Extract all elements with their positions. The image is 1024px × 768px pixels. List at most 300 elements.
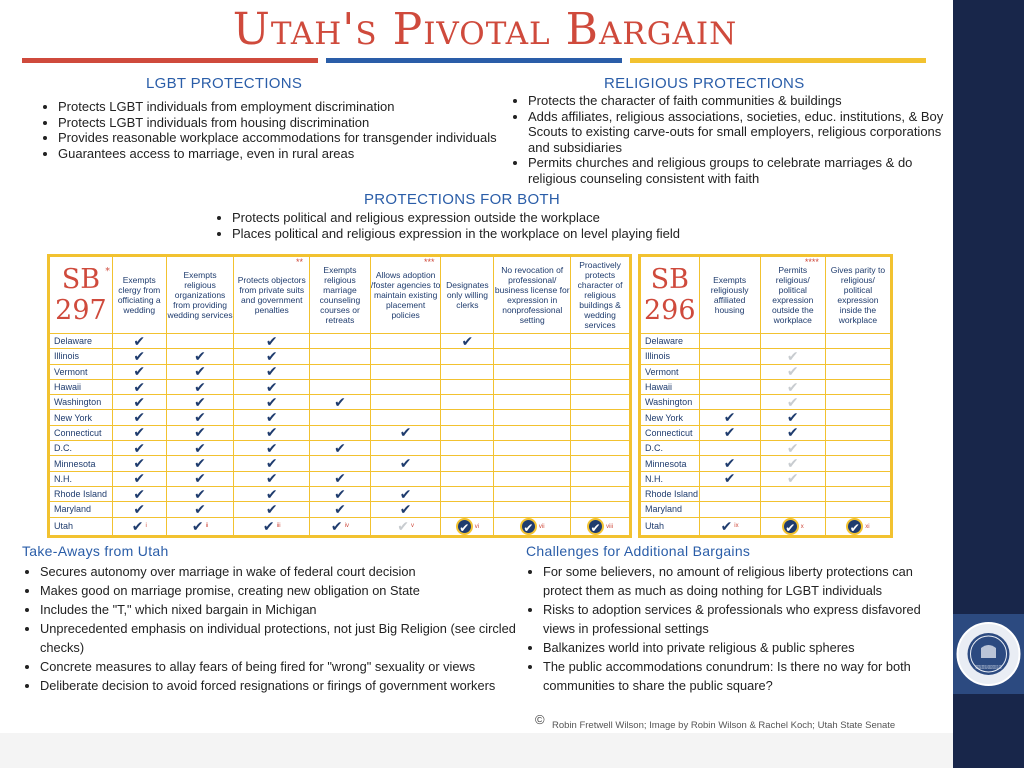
table-row <box>49 517 631 536</box>
table-cell <box>441 379 494 394</box>
check-icon: ✔ <box>265 485 278 502</box>
title-bar-gold <box>630 58 926 63</box>
sb297-label <box>49 256 113 334</box>
check-icon: ✔ <box>723 424 736 441</box>
table-row <box>640 456 892 471</box>
table-row <box>49 441 631 456</box>
footnote-mark: vi <box>474 523 480 530</box>
table-cell <box>441 334 494 349</box>
column-header-text: Permits religious/ political expression outside the workplace <box>771 265 814 325</box>
check-icon: ✔ <box>399 500 412 517</box>
table-cell <box>166 471 234 486</box>
check-icon: ✔ <box>133 409 146 426</box>
check-icon: ✔ <box>265 363 278 380</box>
challenge-item: • For some believers, no amount of religious liberty protections can protect them as much as doing nothing for LGBT individuals <box>543 562 953 600</box>
table-cell <box>494 364 571 379</box>
check-icon: ✔ <box>334 439 346 456</box>
table-cell <box>699 410 760 425</box>
table-cell <box>234 441 310 456</box>
takeaway-item: • Concrete measures to allay fears of being fired for "wrong" sexuality or views <box>40 657 530 676</box>
table-cell <box>370 517 441 536</box>
state-name: Hawaii <box>49 379 113 394</box>
table-cell <box>760 456 825 471</box>
table-cell <box>825 486 891 501</box>
table-cell <box>571 379 631 394</box>
table-cell <box>760 349 825 364</box>
table-row <box>49 471 631 486</box>
table-cell <box>699 486 760 501</box>
table-cell <box>234 410 310 425</box>
table-cell <box>825 395 891 410</box>
state-name: Washington <box>640 395 700 410</box>
table-cell <box>699 517 760 536</box>
table-cell <box>166 395 234 410</box>
both-heading: PROTECTIONS FOR BOTH <box>364 191 561 208</box>
table-cell <box>825 364 891 379</box>
table-cell <box>310 379 371 394</box>
table-cell <box>494 395 571 410</box>
table-cell <box>112 486 166 501</box>
table-cell <box>760 502 825 517</box>
table-cell <box>166 334 234 349</box>
state-name: Delaware <box>49 334 113 349</box>
table-cell <box>370 334 441 349</box>
check-icon: ✔ <box>265 347 278 364</box>
table-cell <box>760 486 825 501</box>
check-icon: ✔ <box>265 424 278 441</box>
table-cell <box>571 395 631 410</box>
table-cell <box>571 364 631 379</box>
title-bar-red <box>22 58 318 63</box>
table-cell <box>310 334 371 349</box>
check-icon: ✔ <box>786 424 799 441</box>
lgbt-item: • Protects LGBT individuals from employment discrimination <box>58 99 498 115</box>
check-icon: ✔ <box>133 439 146 456</box>
table-row <box>49 486 631 501</box>
column-header-text: Exempts religious organizations from providing wedding services <box>167 270 233 320</box>
state-name: Maryland <box>49 502 113 517</box>
sb296-column-header <box>699 256 760 334</box>
footnote-mark: iii <box>276 522 281 529</box>
lgbt-item: • Provides reasonable workplace accommodations for transgender individuals <box>58 130 498 146</box>
check-icon: ✔ <box>133 500 146 517</box>
lgbt-item: • Protects LGBT individuals from housing discrimination <box>58 115 498 131</box>
table-cell <box>825 517 891 536</box>
table-cell <box>234 425 310 440</box>
column-footnote-mark: ** <box>296 257 304 267</box>
table-cell <box>234 471 310 486</box>
table-row <box>640 379 892 394</box>
table-cell <box>699 502 760 517</box>
check-icon: ✔ <box>265 332 278 349</box>
takeaway-item: • Includes the "T," which nixed bargain in Michigan <box>40 600 530 619</box>
check-icon: ✔ <box>399 455 412 472</box>
table-header-row <box>49 256 631 334</box>
table-row <box>640 425 892 440</box>
bottom-strip <box>0 733 953 768</box>
table-cell <box>494 471 571 486</box>
table-cell <box>441 486 494 501</box>
table-cell <box>166 441 234 456</box>
check-icon: ✔ <box>194 470 206 487</box>
column-header-text: Designates only willing clerks <box>446 280 489 310</box>
check-icon: ✔ <box>194 363 206 380</box>
table-cell <box>825 425 891 440</box>
lgbt-heading: LGBT PROTECTIONS <box>146 75 303 92</box>
check-icon: ✔ <box>194 393 206 410</box>
state-name: Illinois <box>49 349 113 364</box>
both-item: • Places political and religious expression in the workplace on level playing field <box>232 226 792 242</box>
state-name: New York <box>640 410 700 425</box>
table-cell <box>310 441 371 456</box>
sb297-column-header <box>234 256 310 334</box>
lgbt-list <box>42 99 498 161</box>
state-name: Illinois <box>640 349 700 364</box>
table-cell <box>699 349 760 364</box>
both-list <box>216 210 792 241</box>
circled-check-icon: ✔ <box>846 518 863 535</box>
table-cell <box>166 410 234 425</box>
check-icon: ✔ <box>265 378 278 395</box>
table-cell <box>760 441 825 456</box>
check-icon: ✔ <box>786 378 799 395</box>
sb297-column-header <box>441 256 494 334</box>
table-cell <box>234 502 310 517</box>
table-row <box>49 395 631 410</box>
takeaways-heading: Take-Aways from Utah <box>22 543 169 559</box>
table-cell <box>760 517 825 536</box>
takeaway-item: • Makes good on marriage promise, creating new obligation on State <box>40 581 530 600</box>
table-cell <box>166 349 234 364</box>
table-cell <box>370 486 441 501</box>
challenge-item: • Risks to adoption services & professionals who express disfavored views in professional settings <box>543 600 953 638</box>
table-cell <box>760 379 825 394</box>
table-cell <box>441 410 494 425</box>
table-cell <box>370 349 441 364</box>
footnote-mark: i <box>145 522 147 529</box>
table-cell <box>166 486 234 501</box>
state-name: Minnesota <box>640 456 700 471</box>
table-row <box>640 334 892 349</box>
table-cell <box>112 410 166 425</box>
table-cell <box>494 379 571 394</box>
table-cell <box>310 471 371 486</box>
table-cell <box>494 517 571 536</box>
state-name: Utah <box>640 517 700 536</box>
table-cell <box>112 471 166 486</box>
table-cell <box>441 517 494 536</box>
takeaway-item: • Unprecedented emphasis on individual protections, not just Big Religion (see circled checks) <box>40 619 530 657</box>
takeaways-list <box>24 562 530 695</box>
check-icon: ✔ <box>194 378 206 395</box>
table-cell <box>310 410 371 425</box>
table-cell <box>112 425 166 440</box>
table-row <box>640 395 892 410</box>
table-row <box>640 486 892 501</box>
table-cell <box>112 334 166 349</box>
table-cell <box>370 471 441 486</box>
table-cell <box>760 410 825 425</box>
column-header-text: No revocation of professional/ business license for expression in nonprofessional setting <box>494 265 570 325</box>
table-cell <box>234 379 310 394</box>
column-header-text: Exempts clergy from officiating a wedding <box>117 275 161 315</box>
table-cell <box>760 334 825 349</box>
table-cell <box>760 425 825 440</box>
check-icon: ✔ <box>399 424 412 441</box>
table-cell <box>699 441 760 456</box>
check-icon: ✔ <box>133 424 146 441</box>
table-cell <box>571 471 631 486</box>
check-icon: ✔ <box>265 500 278 517</box>
table-cell <box>370 502 441 517</box>
column-header-text: Protects objectors from private suits and government penalties <box>237 275 306 315</box>
iclrs-seal-icon <box>953 614 1024 694</box>
footnote-mark: vii <box>538 523 545 530</box>
table-cell <box>112 349 166 364</box>
sb297-label-number: 297 <box>55 295 107 326</box>
table-cell <box>234 364 310 379</box>
table-cell <box>825 349 891 364</box>
challenges-list <box>527 562 953 695</box>
check-icon: ✔ <box>194 485 206 502</box>
table-cell <box>699 395 760 410</box>
table-cell <box>310 349 371 364</box>
table-cell <box>310 425 371 440</box>
table-cell <box>494 441 571 456</box>
sb297-column-header <box>166 256 234 334</box>
sb296-column-header <box>825 256 891 334</box>
table-cell <box>441 456 494 471</box>
check-icon: ✔ <box>334 485 346 502</box>
table-cell <box>571 517 631 536</box>
table-cell <box>699 379 760 394</box>
table-cell <box>571 425 631 440</box>
table-cell <box>112 456 166 471</box>
state-name: Utah <box>49 517 113 536</box>
check-icon: ✔ <box>334 470 346 487</box>
state-name: Delaware <box>640 334 700 349</box>
table-cell <box>234 486 310 501</box>
table-cell <box>760 471 825 486</box>
check-icon: ✔ <box>194 439 206 456</box>
table-cell <box>310 486 371 501</box>
table-cell <box>234 334 310 349</box>
table-cell <box>699 456 760 471</box>
check-icon: ✔ <box>723 409 736 426</box>
sb297-table <box>47 254 632 538</box>
table-cell <box>234 349 310 364</box>
table-row <box>640 471 892 486</box>
check-icon: ✔ <box>194 347 206 364</box>
lgbt-item: • Guarantees access to marriage, even in rural areas <box>58 146 498 162</box>
table-cell <box>166 425 234 440</box>
seal-panel <box>953 614 1024 694</box>
table-cell <box>571 486 631 501</box>
table-cell <box>166 379 234 394</box>
table-row <box>49 410 631 425</box>
table-cell <box>494 486 571 501</box>
check-icon: ✔ <box>786 455 799 472</box>
check-icon: ✔ <box>131 517 144 534</box>
table-cell <box>494 349 571 364</box>
table-cell <box>494 410 571 425</box>
table-cell <box>825 441 891 456</box>
column-header-text: Proactively protects character of religious buildings & wedding services <box>577 260 623 330</box>
table-cell <box>112 364 166 379</box>
sb296-column-header <box>760 256 825 334</box>
table-row <box>49 425 631 440</box>
table-cell <box>234 395 310 410</box>
religious-heading: RELIGIOUS PROTECTIONS <box>604 75 805 92</box>
table-cell <box>441 471 494 486</box>
challenge-item: • The public accommodations conundrum: Is there no way for both communities to share the public square? <box>543 657 953 695</box>
state-name: Hawaii <box>640 379 700 394</box>
table-cell <box>310 364 371 379</box>
column-footnote-mark: *** <box>423 257 435 267</box>
check-icon: ✔ <box>334 500 346 517</box>
check-icon: ✔ <box>399 485 412 502</box>
column-footnote-mark: **** <box>804 257 819 267</box>
check-icon: ✔ <box>720 517 733 534</box>
check-icon: ✔ <box>133 485 146 502</box>
table-cell <box>571 349 631 364</box>
check-icon: ✔ <box>133 378 146 395</box>
religious-list <box>512 93 964 186</box>
sb296-label <box>640 256 700 334</box>
table-cell <box>760 364 825 379</box>
sb296-table <box>638 254 893 538</box>
footnote-mark: iv <box>344 522 349 529</box>
state-name: Vermont <box>49 364 113 379</box>
state-name: Vermont <box>640 364 700 379</box>
state-name: Minnesota <box>49 456 113 471</box>
check-icon: ✔ <box>265 470 278 487</box>
table-cell <box>494 334 571 349</box>
table-cell <box>441 364 494 379</box>
table-cell <box>234 517 310 536</box>
state-name: D.C. <box>640 441 700 456</box>
table-cell <box>370 395 441 410</box>
check-icon: ✔ <box>133 363 146 380</box>
table-cell <box>112 395 166 410</box>
table-cell <box>370 425 441 440</box>
table-cell <box>494 425 571 440</box>
seal-text: INTERNATIONAL CENTER FOR LAW AND RELIGION STUDIES · ICLRS · AT BYU <box>975 664 1002 671</box>
sb297-column-header <box>310 256 371 334</box>
table-cell <box>441 349 494 364</box>
footnote-mark: ix <box>734 522 739 529</box>
sb296-label-top: SB <box>650 264 689 295</box>
check-icon: ✔ <box>786 470 799 487</box>
circled-check-icon: ✔ <box>782 518 799 535</box>
table-cell <box>112 441 166 456</box>
sb297-star-mark: * <box>105 267 110 277</box>
table-cell <box>370 441 441 456</box>
religious-item: • Protects the character of faith communities & buildings <box>528 93 964 109</box>
column-header-text: Allows adoption /foster agencies to maintain existing placement policies <box>370 270 441 320</box>
table-cell <box>825 456 891 471</box>
check-icon: ✔ <box>262 517 275 534</box>
state-name: Maryland <box>640 502 700 517</box>
table-cell <box>370 410 441 425</box>
sb297-column-header <box>112 256 166 334</box>
table-cell <box>699 425 760 440</box>
state-name: New York <box>49 410 113 425</box>
religious-item: • Adds affiliates, religious associations, societies, educ. institutions, & Boy Scouts to existing carve-outs for small employers, religious corporations and subsidiaries <box>528 109 964 156</box>
sb297-label-top: SB <box>61 264 101 295</box>
state-name: Connecticut <box>640 425 700 440</box>
check-icon: ✔ <box>397 517 409 534</box>
footnote-mark: viii <box>606 523 614 530</box>
table-cell <box>370 379 441 394</box>
table-cell <box>370 364 441 379</box>
check-icon: ✔ <box>786 363 799 380</box>
footnote-mark: xi <box>865 523 870 530</box>
state-name: Washington <box>49 395 113 410</box>
check-icon: ✔ <box>723 470 736 487</box>
table-cell <box>825 379 891 394</box>
table-cell <box>699 334 760 349</box>
table-row <box>49 379 631 394</box>
check-icon: ✔ <box>133 332 146 349</box>
table-cell <box>166 517 234 536</box>
column-header-text: Exempts religious marriage counseling courses or retreats <box>319 265 361 325</box>
table-row <box>49 502 631 517</box>
check-icon: ✔ <box>330 517 343 534</box>
copyright-icon: © <box>535 712 545 727</box>
state-name: Rhode Island <box>49 486 113 501</box>
table-cell <box>441 395 494 410</box>
sb296-label-number: 296 <box>643 295 696 326</box>
table-cell <box>825 410 891 425</box>
footnote-mark: ii <box>205 522 209 529</box>
table-cell <box>699 364 760 379</box>
table-cell <box>310 517 371 536</box>
table-cell <box>494 502 571 517</box>
both-item: • Protects political and religious expression outside the workplace <box>232 210 792 226</box>
table-row <box>640 517 892 536</box>
table-row <box>640 349 892 364</box>
credit-line: Robin Fretwell Wilson; Image by Robin Wilson & Rachel Koch; Utah State Senate <box>552 720 896 731</box>
table-cell <box>370 456 441 471</box>
check-icon: ✔ <box>265 393 278 410</box>
table-row <box>49 349 631 364</box>
table-cell <box>441 425 494 440</box>
page-title: Utah's Pivotal Bargain <box>232 4 738 55</box>
table-cell <box>699 471 760 486</box>
check-icon: ✔ <box>191 517 204 534</box>
check-icon: ✔ <box>786 347 799 364</box>
footnote-mark: x <box>800 523 804 530</box>
sb297-column-header <box>494 256 571 334</box>
table-row <box>49 364 631 379</box>
table-cell <box>441 441 494 456</box>
table-row <box>49 334 631 349</box>
sb297-column-header <box>571 256 631 334</box>
check-icon: ✔ <box>133 347 146 364</box>
state-name: Rhode Island <box>640 486 700 501</box>
table-cell <box>760 395 825 410</box>
table-cell <box>166 364 234 379</box>
table-cell <box>571 410 631 425</box>
table-cell <box>112 502 166 517</box>
table-header-row <box>640 256 892 334</box>
table-row <box>640 502 892 517</box>
challenge-item: • Balkanizes world into private religious & public spheres <box>543 638 953 657</box>
table-cell <box>112 517 166 536</box>
table-row <box>640 410 892 425</box>
state-name: N.H. <box>640 471 700 486</box>
